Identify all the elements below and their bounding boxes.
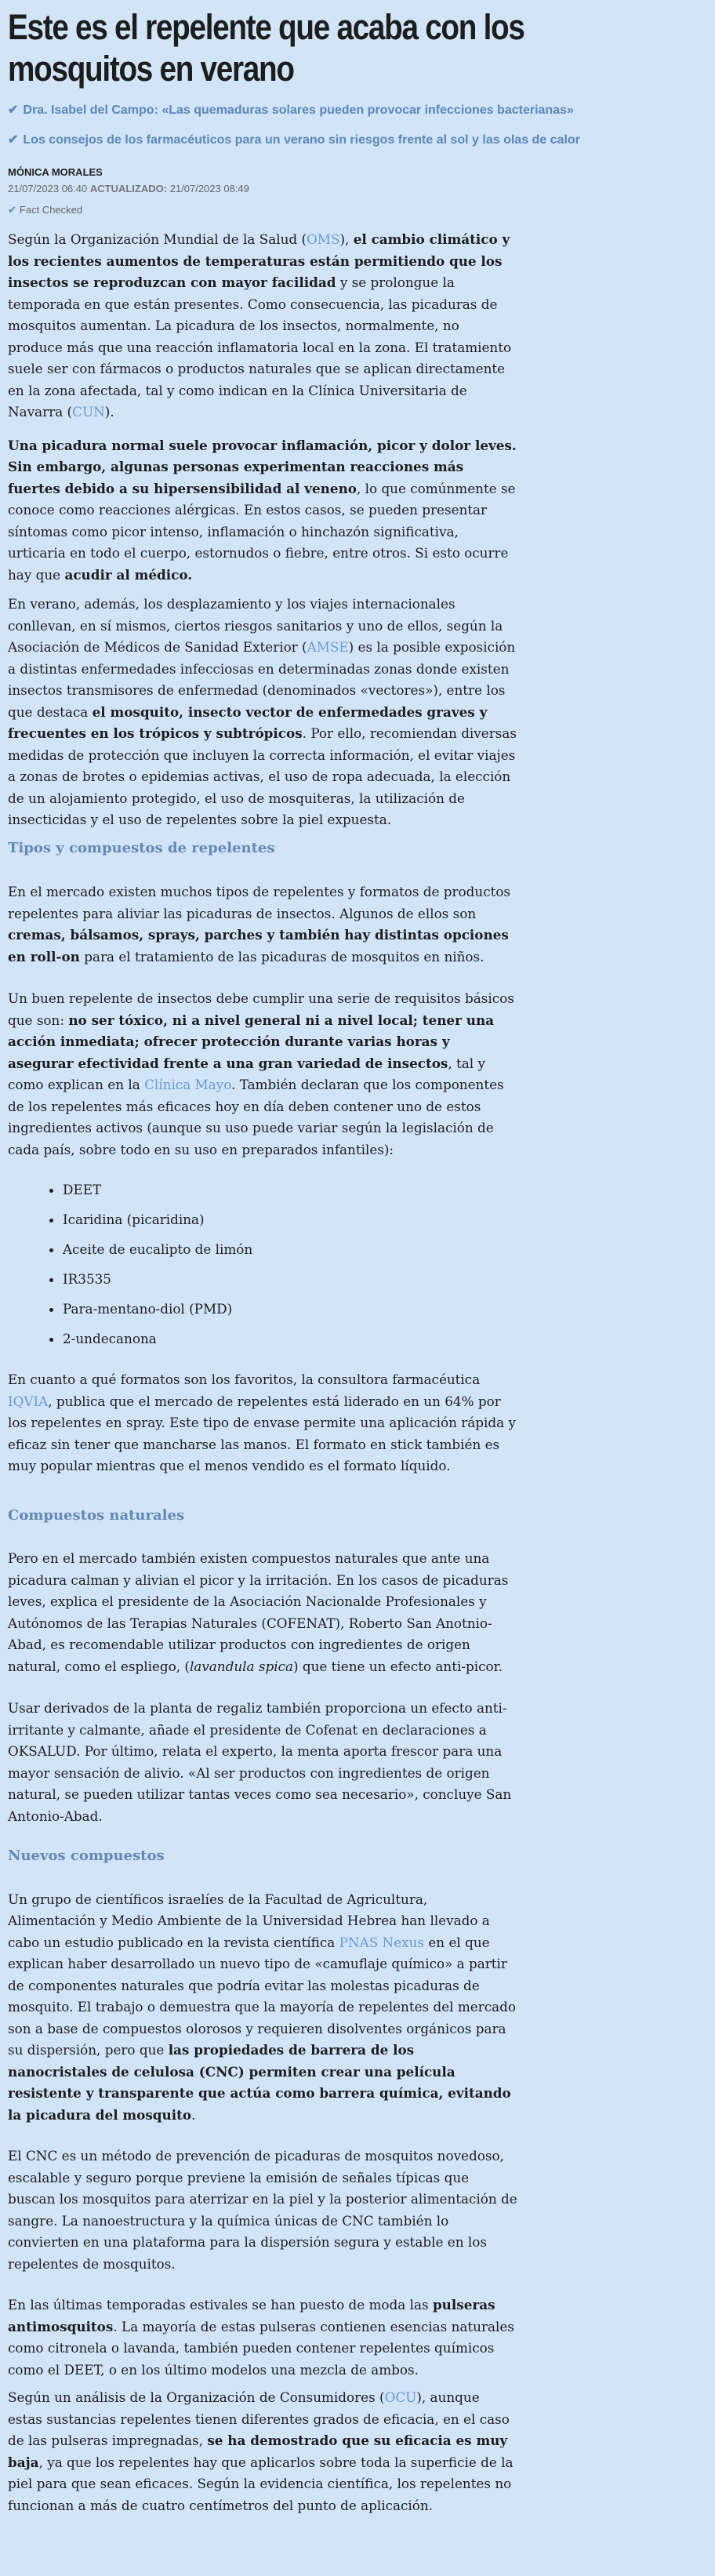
link-oms[interactable]: OMS: [307, 231, 340, 247]
paragraph: Según un análisis de la Organización de Consumidores (OCU), aunque estas sustancias repelentes tienen diferentes grados de eficacia, en el caso de las pulseras impregnadas, se ha demostrado que su eficacia es muy baja, ya que los repelentes hay que aplicarlos sobre toda la superficie de la piel para que sean eficaces. Según la evidencia científica, los repelentes no funcionan a más de cuatro centímetros del punto de aplicación.: [8, 2389, 514, 2513]
paragraph: Un grupo de científicos israelíes de la Facultad de Agricultura, Alimentación y Medio Ambiente de la Universidad Hebrea han llevado a cabo un estudio publicado en la revista científica PNAS Nexus en el que explican haber desarrollado un nuevo tipo de «camuflaje químico» a partir de componentes naturales que podría evitar las molestas picaduras de mosquito. El trabajo o demuestra que la mayoría de repelentes del mercado son a base de compuestos olorosos y requieren disolventes orgánicos para su dispersión, pero que las propiedades de barrera de los nanocristales de celulosa (CNC) permiten crear una película resistente y transparente que actúa como barrera química, evitando la picadura del mosquito.: [8, 1891, 516, 2123]
list-item: • 2-undecanona: [63, 1324, 517, 1353]
article-body: [8, 229, 517, 2516]
paragraph: Según la Organización Mundial de la Salud (OMS), el cambio climático y los recientes aumentos de temperaturas están permitiendo que los insectos se reproduzcan con mayor facilidad y se prolongue la temporada en que están presentes. Como consecuencia, las picaduras de mosquitos aumentan. La picadura de los insectos, normalmente, no produce más que una reacción inflamatoria local en la zona. El tratamiento suele ser con fármacos o productos naturales que se aplican directamente en la zona afectada, tal y como indican en la Clínica Universitaria de Navarra (CUN).: [8, 231, 512, 420]
section-heading: Compuestos naturales: [8, 1506, 185, 1524]
link-clinica-mayo[interactable]: Clínica Mayo: [144, 1077, 232, 1092]
paragraph: Una picadura normal suele provocar inflamación, picor y dolor leves. Sin embargo, algunas personas experimentan reacciones más fuertes debido a su hipersensibilidad al veneno, lo que comúnmente se conoce como reacciones alérgicas. En estos casos, se pueden presentar síntomas como picor intenso, inflamación o hinchazón significativa, urticaria en todo el cuerpo, estornudos o fiebre, entre otros. Si esto ocurre hay que acudir al médico.: [8, 437, 517, 583]
updated-date: 21/07/2023 08:49: [169, 183, 249, 194]
list-item: • Para-mentano-diol (PMD): [63, 1294, 517, 1324]
check-icon: ✔: [8, 133, 19, 147]
published-date: 21/07/2023 06:40: [8, 183, 88, 194]
related-link-1[interactable]: ✔ Dra. Isabel del Campo: «Las quemaduras solares pueden provocar infecciones bacterianas»: [8, 104, 574, 117]
paragraph: Un buen repelente de insectos debe cumplir una serie de requisitos básicos que son: no ser tóxico, ni a nivel general ni a nivel local; tener una acción inmediata; ofrecer protección durante varias horas y asegurar efectividad frente a una gran variedad de insectos, tal y como explican en la Clínica Mayo. También declaran que los componentes de los repelentes más eficaces hoy en día deben contener uno de estos ingredientes activos (aunque su uso puede variar según la legislación de cada país, sobre todo en su uso en preparados infantiles):: [8, 990, 514, 1157]
paragraph: El CNC es un método de prevención de picaduras de mosquitos novedoso, escalable y seguro porque previene la emisión de señales típicas que buscan los mosquitos para aterrizar en la piel y la posterior alimentación de sangre. La nanoestructura y la química únicas de CNC también lo convierten en una plataforma para la dispersión segura y estable en los repelentes de mosquitos.: [8, 2148, 517, 2272]
article-title: Este es el repelente que acaba con los mosquitos en verano: [8, 7, 524, 89]
section-heading: Tipos y compuestos de repelentes: [8, 839, 275, 856]
link-ocu[interactable]: OCU: [384, 2389, 417, 2405]
paragraph: En las últimas temporadas estivales se han puesto de moda las pulseras antimosquitos. La mayoría de estas pulseras contienen esencias naturales como citronela o lavanda, también pueden contener repelentes químicos como el DEET, o en los último modelos una mezcla de ambos.: [8, 2297, 514, 2378]
ingredients-list: [8, 1175, 517, 1353]
list-item: • IR3535: [63, 1264, 517, 1294]
list-item: • DEET: [63, 1175, 517, 1204]
list-item: • Icaridina (picaridina): [63, 1204, 517, 1234]
link-amse[interactable]: AMSE: [307, 639, 349, 655]
article-dates: [8, 183, 249, 194]
paragraph: En cuanto a qué formatos son los favoritos, la consultora farmacéutica IQVIA, publica que el mercado de repelentes está liderado en un 64% por los repelentes en spray. Este tipo de envase permite una aplicación rápida y eficaz sin tener que mancharse las manos. El formato en stick también es muy popular mientras que el menos vendido es el formato líquido.: [8, 1372, 516, 1473]
link-pnas[interactable]: PNAS Nexus: [339, 1934, 425, 1950]
fact-checked-badge[interactable]: ✔ Fact Checked: [8, 204, 83, 216]
related-link-2[interactable]: ✔ Los consejos de los farmacéuticos para un verano sin riesgos frente al sol y las olas de calor: [8, 133, 580, 147]
paragraph: En el mercado existen muchos tipos de repelentes y formatos de productos repelentes para aliviar las picaduras de insectos. Algunos de ellos son cremas, bálsamos, sprays, parches y también hay distintas opciones en roll-on para el tratamiento de las picaduras de mosquitos en niños.: [8, 884, 511, 965]
author-name[interactable]: MÓNICA MORALES: [8, 166, 103, 178]
check-icon: ✔: [8, 104, 19, 117]
link-cun[interactable]: CUN: [72, 404, 105, 420]
section-heading: Nuevos compuestos: [8, 1848, 165, 1864]
link-iqvia[interactable]: IQVIA: [8, 1393, 49, 1409]
paragraph: En verano, además, los desplazamiento y los viajes internacionales conllevan, en sí mismos, ciertos riesgos sanitarios y uno de ellos, según la Asociación de Médicos de Sanidad Exterior (AMSE) es la posible exposición a distintas enfermedades infecciosas en determinadas zonas donde existen insectos transmisores de enfermedad (denominados «vectores»), entre los que destaca el mosquito, insecto vector de enfermedades graves y frecuentes en los trópicos y subtrópicos. Por ello, recomiendan diversas medidas de protección que incluyen la correcta información, el evitar viajes a zonas de brotes o epidemias activas, el uso de ropa adecuada, la elección de un alojamiento protegido, el uso de mosquiteras, la utilización de insecticidas y el uso de repelentes sobre la piel expuesta.: [8, 596, 517, 827]
paragraph: Pero en el mercado también existen compuestos naturales que ante una picadura calman y alivian el picor y la irritación. En los casos de picaduras leves, explica el presidente de la Asociación Nacionalde Profesionales y Autónomos de las Terapias Naturales (COFENAT), Roberto San Anotnio-Abad, es recomendable utilizar productos con ingredientes de origen natural, como el espliego, (lavandula spica) que tiene un efecto anti-picor.: [8, 1550, 509, 1674]
updated-label: ACTUALIZADO:: [89, 183, 168, 194]
paragraph: Usar derivados de la planta de regaliz también proporciona un efecto anti-irritante y calmante, añade el presidente de Cofenat en declaraciones a OKSALUD. Por último, relata el experto, la menta aporta frescor para una mayor sensación de alivio. «Al ser productos con ingredientes de origen natural, se pueden utilizar tantas veces como sea necesario», concluye San Antonio-Abad.: [8, 1700, 512, 1824]
list-item: • Aceite de eucalipto de limón: [63, 1234, 517, 1264]
checkmark-icon: ✔: [8, 204, 16, 216]
